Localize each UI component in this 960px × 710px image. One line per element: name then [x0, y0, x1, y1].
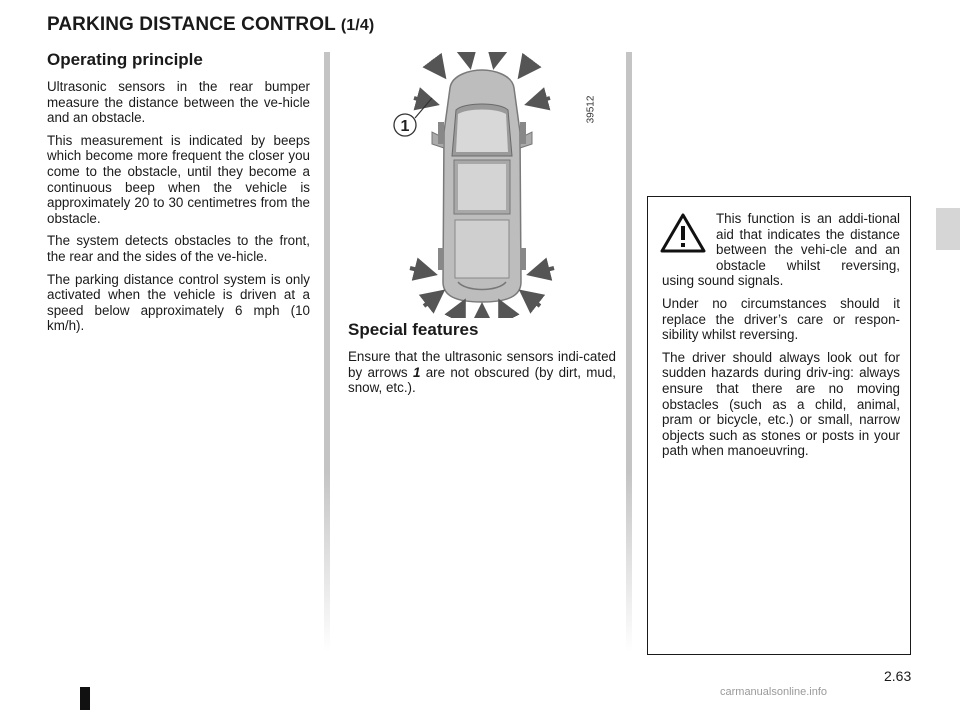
- section-tab: [936, 208, 960, 250]
- operating-principle-section: [47, 50, 310, 341]
- figure-code-text: 39512: [585, 95, 597, 124]
- special-features-heading: Special features: [348, 320, 479, 339]
- special-features-paragraph: [348, 349, 616, 396]
- special-features-section: [348, 320, 616, 403]
- warning-box: [647, 196, 911, 655]
- page-number: 2.63: [884, 668, 912, 684]
- corner-mark: [80, 687, 90, 710]
- callout-1: [394, 98, 432, 136]
- operating-principle-paragraph-4: The parking distance control system is only activated when the vehicle is driven at a speed below approximately 6 mph (10 km/h).: [47, 271, 310, 334]
- special-features-text-after: are not obscured (by dirt, mud, snow, etc.).: [348, 364, 616, 396]
- callout-label: 1: [400, 118, 410, 135]
- operating-principle-paragraph-1: Ultrasonic sensors in the rear bumper measure the distance between the ve-hicle and an obstacle.: [47, 79, 310, 126]
- column-divider-right: [626, 52, 632, 652]
- special-features-text-before: Ensure that the ultrasonic sensors indi-cated by arrows: [348, 349, 616, 380]
- warning-paragraph-3: The driver should always look out for sudden hazards during driv-ing: always ensure that there are no moving obstacles (such as a child, animal, pram or bicycle, etc.) or small, narrow objects such as stones or posts in your path when manoeuvring.: [662, 349, 900, 459]
- page-title-text: PARKING DISTANCE CONTROL: [47, 14, 336, 35]
- car-sensor-diagram: [380, 52, 615, 318]
- column-divider-left: [324, 52, 330, 652]
- page-title-suffix: (1/4): [340, 17, 375, 34]
- operating-principle-paragraph-3: The system detects obstacles to the front, the rear and the sides of the ve-hicle.: [47, 233, 310, 264]
- operating-principle-paragraph-2: This measurement is indicated by beeps which become more frequent the closer you come to the obstacle, until they become a continuous beep when the vehicle is approximately 20 to 30 centimetres from the obstacle.: [47, 132, 310, 226]
- warning-paragraph-1: This function is an addi-tional aid that indicates the distance between the vehi-cle and an obstacle whilst reversing, using sound signals.: [662, 211, 900, 289]
- warning-paragraph-2: Under no circumstances should it replace the driver’s care or respon-sibility whilst reversing.: [662, 295, 900, 343]
- operating-principle-heading: Operating principle: [47, 50, 203, 69]
- figure-code: [585, 92, 601, 128]
- special-features-ref: 1: [412, 364, 421, 380]
- page-title: [47, 14, 374, 36]
- watermark: carmanualsonline.info: [720, 686, 828, 698]
- warning-triangle-icon: [660, 212, 706, 254]
- car-top-view: [432, 70, 532, 302]
